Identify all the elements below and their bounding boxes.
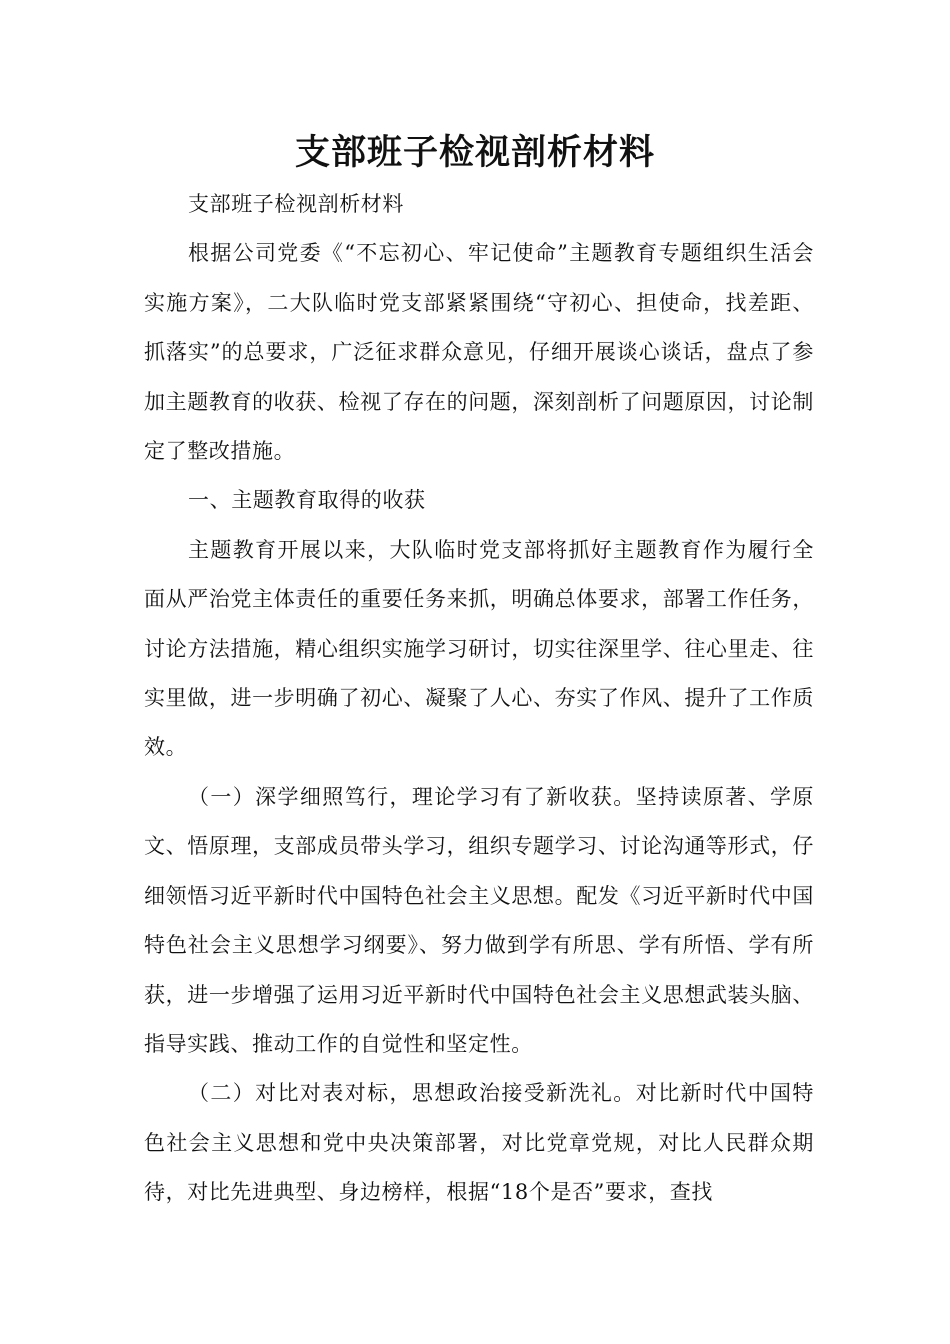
section-heading-1: 一、主题教育取得的收获 [188,488,426,513]
document-body [144,180,814,1218]
document-title: 支部班子检视剖析材料 [294,133,655,173]
document-subtitle: 支部班子检视剖析材料 [188,192,404,216]
paragraph-subsection-1: （一）深学细照笃行，理论学习有了新收获。坚持读原著、学原文、悟原理，支部成员带头学习，组织专题学习、讨论沟通等形式，仔细领悟习近平新时代中国特色社会主义思想。配发《习近平新时代中国特色社会主义思想学习纲要》、努力做到学有所思、学有所悟、学有所获，进一步增强了运用习近平新时代中国特色社会主义思想武装头脑、指导实践、推动工作的自觉性和坚定性。 [144,784,814,1056]
paragraph-section-1: 主题教育开展以来，大队临时党支部将抓好主题教育作为履行全面从严治党主体责任的重要任务来抓，明确总体要求，部署工作任务，讨论方法措施，精心组织实施学习研讨，切实往深里学、往心里走、往实里做，进一步明确了初心、凝聚了人心、夯实了作风、提升了工作质效。 [144,537,814,760]
paragraph-subsection-2: （二）对比对表对标，思想政治接受新洗礼。对比新时代中国特色社会主义思想和党中央决策部署，对比党章党规，对比人民群众期待，对比先进典型、身边榜样，根据“18个是否”要求，查找 [144,1081,814,1205]
paragraph-intro: 根据公司党委《“不忘初心、牢记使命”主题教育专题组织生活会实施方案》，二大队临时党支部紧紧围绕“守初心、担使命，找差距、抓落实”的总要求，广泛征求群众意见，仔细开展谈心谈话，盘点了参加主题教育的收获、检视了存在的问题，深刻剖析了问题原因，讨论制定了整改措施。 [144,241,814,464]
